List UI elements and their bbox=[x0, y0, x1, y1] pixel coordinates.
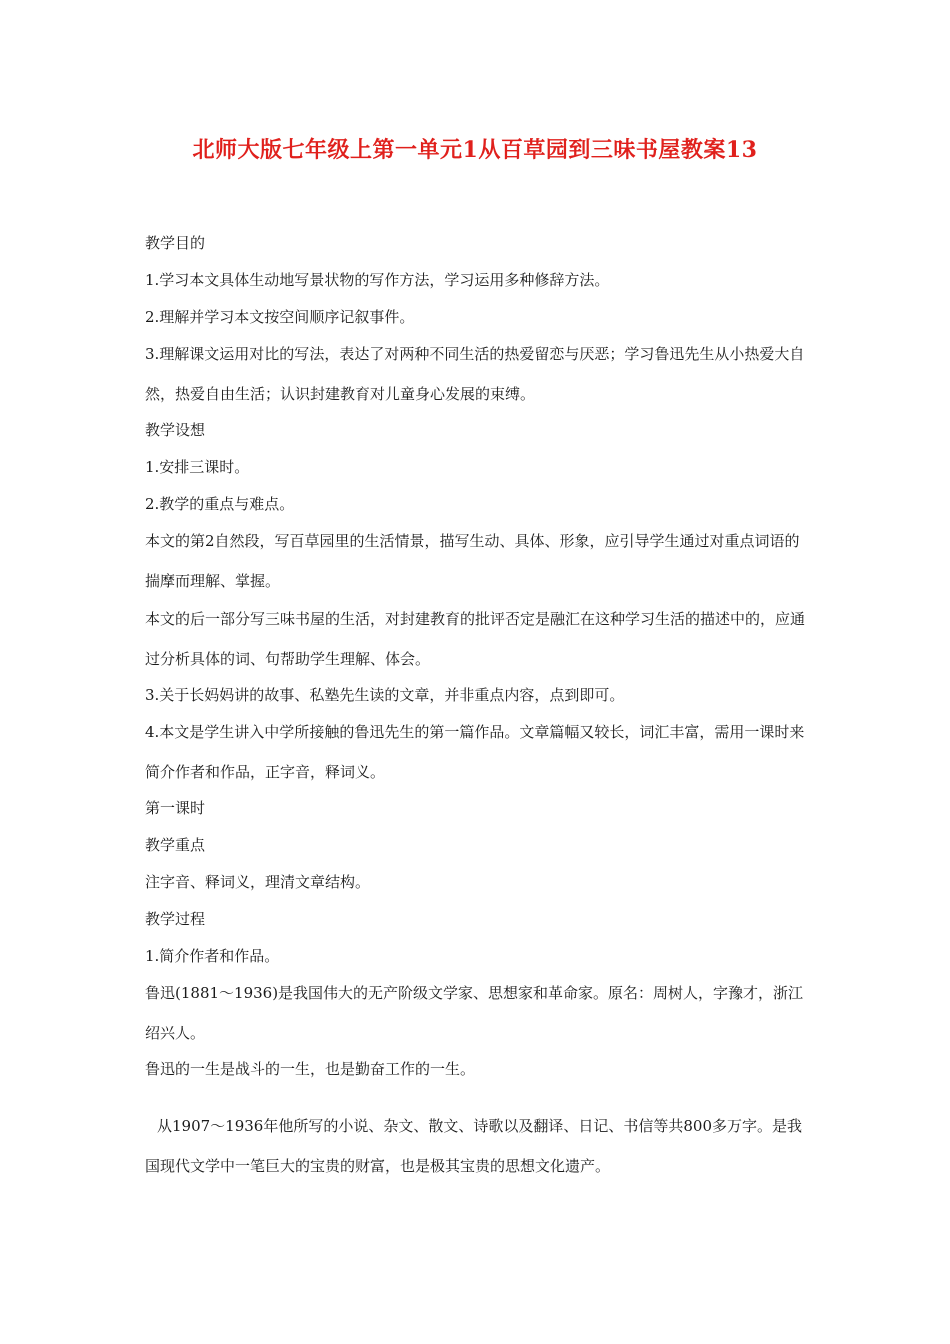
heading-teaching-focus: 教学重点 bbox=[145, 836, 206, 854]
teaching-focus-text: 注字音、释词义，理清文章结构。 bbox=[145, 873, 371, 891]
goal-item-3: 3.理解课文运用对比的写法，表达了对两种不同生活的热爱留恋与厌恶；学习鲁迅先生从小热爱大自然，热爱自由生活；认识封建教育对儿童身心发展的束缚。 bbox=[145, 345, 805, 403]
process-item-1: 1.简介作者和作品。 bbox=[145, 947, 280, 965]
plan-item-1: 1.安排三课时。 bbox=[145, 458, 250, 476]
heading-teaching-plan: 教学设想 bbox=[145, 421, 206, 439]
heading-first-lesson: 第一课时 bbox=[145, 799, 206, 817]
paragraph-author-works: 从1907～1936年他所写的小说、杂文、散文、诗歌以及翻译、日记、书信等共800多万字。是我国现代文学中一笔巨大的宝贵的财富，也是极其宝贵的思想文化遗产。 bbox=[145, 1117, 802, 1175]
paragraph-key-points-2: 本文的后一部分写三味书屋的生活，对封建教育的批评否定是融汇在这种学习生活的描述中的，应通过分析具体的词、句帮助学生理解、体会。 bbox=[145, 610, 806, 668]
document-title: 北师大版七年级上第一单元1从百草园到三味书屋教案13 bbox=[192, 137, 758, 163]
document-body bbox=[145, 225, 810, 1184]
paragraph-key-points-1: 本文的第2自然段，写百草园里的生活情景，描写生动、具体、形象，应引导学生通过对重点词语的揣摩而理解、掌握。 bbox=[145, 532, 800, 590]
paragraph-author-intro: 鲁迅(1881～1936)是我国伟大的无产阶级文学家、思想家和革命家。原名：周树人，字豫才，浙江绍兴人。 bbox=[145, 984, 804, 1042]
plan-item-3: 3.关于长妈妈讲的故事、私塾先生读的文章，并非重点内容，点到即可。 bbox=[145, 686, 625, 704]
paragraph-author-life: 鲁迅的一生是战斗的一生，也是勤奋工作的一生。 bbox=[145, 1060, 476, 1078]
heading-teaching-process: 教学过程 bbox=[145, 910, 206, 928]
paragraph-gap bbox=[145, 1088, 810, 1108]
goal-item-1: 1.学习本文具体生动地写景状物的写作方法，学习运用多种修辞方法。 bbox=[145, 271, 610, 289]
plan-item-4: 4.本文是学生讲入中学所接触的鲁迅先生的第一篇作品。文章篇幅又较长，词汇丰富，需用一课时来简介作者和作品，正字音，释词义。 bbox=[145, 723, 805, 781]
plan-item-2: 2.教学的重点与难点。 bbox=[145, 495, 295, 513]
goal-item-2: 2.理解并学习本文按空间顺序记叙事件。 bbox=[145, 308, 415, 326]
heading-teaching-goals: 教学目的 bbox=[145, 234, 206, 252]
